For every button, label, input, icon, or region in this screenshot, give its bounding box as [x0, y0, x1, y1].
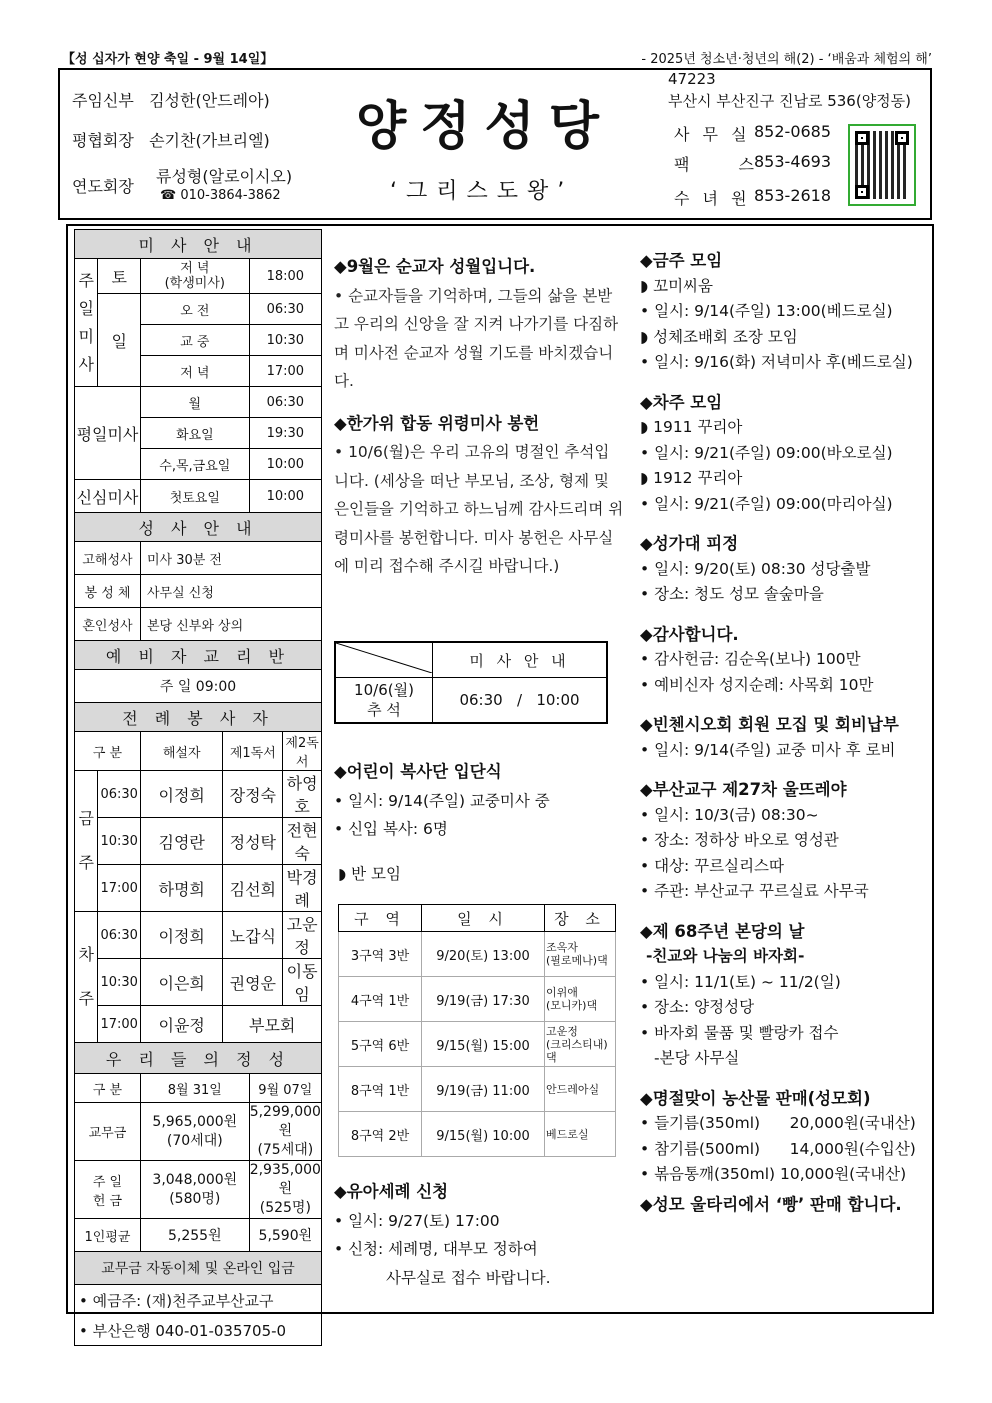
postcode: 47223 — [668, 70, 716, 88]
offering-value: 5,965,000원 (70세대) — [140, 1103, 249, 1161]
spacer — [640, 1072, 930, 1086]
thanks-item: • 감사헌금: 김순옥(보나) 100만 — [640, 650, 861, 668]
offering-key: 주 일 헌 금 — [75, 1161, 141, 1219]
sunday-mass-label: 주 일 미 사 — [75, 259, 98, 387]
servers-header: 구 분 — [75, 732, 141, 771]
catechumen-title: 예 비 자 교 리 반 — [75, 641, 322, 670]
server-name: 부모회 — [223, 1006, 322, 1043]
offering-key: 교무금 — [75, 1103, 141, 1161]
server-name: 노갑식 — [223, 912, 283, 959]
server-time: 06:30 — [98, 912, 141, 959]
servers-header: 제2독서 — [283, 732, 322, 771]
parish-day-item: • 바자회 물품 및 빨랑카 접수 — [640, 1023, 839, 1042]
sacrament-title: 성 사 안 내 — [75, 513, 322, 542]
sacrament-key: 고해성사 — [75, 542, 141, 575]
server-time: 10:30 — [98, 818, 141, 865]
council — [72, 128, 270, 151]
saturday-label: 토 — [98, 259, 141, 294]
parish-subtitle: ‘그리스도왕’ — [390, 179, 574, 204]
baptism-section — [334, 1178, 624, 1292]
council-name: 손기찬(가브리엘) — [149, 131, 270, 150]
devotion-time: 10:00 — [249, 480, 321, 513]
offering-header: 8월 31일 — [140, 1074, 249, 1103]
ultreya-item: • 장소: 정하상 바오로 영성관 — [640, 831, 839, 849]
offering-title: 우 리 들 의 정 성 — [75, 1043, 322, 1074]
sacrament-value: 미사 30분 전 — [140, 542, 321, 575]
altar-heading: ◆어린이 복사단 입단식 — [334, 762, 502, 781]
weekday-time: 06:30 — [249, 387, 321, 418]
mass-row-time: 10:30 — [249, 325, 321, 356]
offering-header: 구 분 — [75, 1074, 141, 1103]
council-label: 평협회장 — [72, 131, 134, 150]
spacer — [640, 698, 930, 712]
next-week-heading: ◆차주 모임 — [640, 392, 723, 412]
chuseok-date-cell — [335, 678, 433, 724]
offering-value: 5,255원 — [140, 1219, 249, 1252]
altar-count: • 신입 복사: 6명 — [334, 820, 448, 838]
top-bar — [62, 48, 932, 68]
sale-item: • 들기름(350ml) 20,000원(국내산) — [640, 1114, 916, 1132]
baptism-date: • 일시: 9/27(토) 17:00 — [334, 1211, 500, 1230]
group-zone: 4구역 1반 — [339, 977, 422, 1022]
next-week-item: ◗ 1912 꾸리아 — [640, 469, 743, 487]
parish-day-heading: ◆제 68주년 본당의 날 — [640, 921, 805, 941]
chuseok-header: 미 사 안 내 — [433, 642, 608, 678]
diagonal-line — [336, 643, 432, 673]
convent-phone: 853-2618 — [754, 186, 832, 205]
server-name: 하명희 — [140, 865, 222, 912]
offering-value: 3,048,000원 (580명) — [140, 1161, 249, 1219]
office-label: 사 무 실 — [674, 125, 751, 144]
martyr-heading: ◆9월은 순교자 성월입니다. — [334, 257, 536, 276]
group-time: 9/15(월) 15:00 — [422, 1022, 545, 1067]
fax-phone: 853-4693 — [754, 152, 832, 171]
group-zone: 8구역 1반 — [339, 1067, 422, 1112]
diagonal-cell — [335, 642, 433, 678]
feast-label: 【성 십자가 현양 축일 - 9월 14일】 — [62, 52, 274, 67]
server-name: 전현숙 — [283, 818, 322, 865]
sunday-label: 일 — [98, 294, 141, 387]
baptism-heading: ◆유아세례 신청 — [334, 1182, 449, 1201]
league-name: 류성형(알로이시오) — [156, 167, 293, 186]
address: 부산시 부산진구 진남로 536(양정동) — [668, 92, 912, 110]
this-week-label: 금 주 — [75, 771, 98, 912]
parish-day-item: • 일시: 11/1(토) ~ 11/2(일) — [640, 972, 841, 991]
mass-row-time: 17:00 — [249, 356, 321, 387]
sacrament-key: 봉 성 체 — [75, 575, 141, 608]
server-name: 하영호 — [283, 771, 322, 818]
weekday-name: 화요일 — [140, 418, 249, 449]
announcements-column-3 — [640, 248, 930, 1217]
spacer — [640, 608, 930, 622]
group-time: 9/15(월) 10:00 — [422, 1112, 545, 1157]
weekday-time: 10:00 — [249, 449, 321, 480]
server-name: 장정숙 — [223, 771, 283, 818]
server-time: 06:30 — [98, 771, 141, 818]
chuseok-date: 10/6(월) — [354, 681, 414, 699]
sale-heading: ◆명절맞이 농산물 판매(성모회) — [640, 1088, 871, 1108]
group-heading: ◗ 반 모임 — [338, 865, 401, 883]
spacer — [334, 396, 624, 410]
server-name: 정성탁 — [223, 818, 283, 865]
transfer-title: 교무금 자동이체 및 온라인 입금 — [75, 1252, 322, 1285]
sale-item: • 참기름(500ml) 14,000원(수입산) — [640, 1139, 916, 1158]
weekday-name: 월 — [140, 387, 249, 418]
offering-header: 9월 07일 — [249, 1074, 321, 1103]
ultreya-item: • 대상: 꾸르실리스따 — [640, 856, 785, 875]
parish-title: 양정성당 — [356, 97, 613, 157]
pastor-label: 주임신부 — [72, 91, 134, 110]
offering-key: 1인평균 — [75, 1219, 141, 1252]
weekday-mass-label: 평일미사 — [75, 387, 141, 480]
memorial-heading: ◆한가위 합동 위령미사 봉헌 — [334, 413, 540, 433]
altar-date: • 일시: 9/14(주일) 교중미사 중 — [334, 791, 550, 810]
group-place: 이위애 (모니카)댁 — [545, 977, 616, 1022]
pastor — [72, 88, 270, 111]
parish-day-subtitle: -친교와 나눔의 바자회- — [646, 947, 805, 965]
baptism-apply: • 신청: 세례명, 대부모 정하여 — [334, 1240, 538, 1258]
group-zone: 5구역 6반 — [339, 1022, 422, 1067]
sacrament-key: 혼인성사 — [75, 608, 141, 641]
chuseok-times: 06:30 / 10:00 — [433, 678, 608, 724]
offering-value: 5,299,000원 (75세대) — [249, 1103, 321, 1161]
choir-heading: ◆성가대 피정 — [640, 534, 739, 553]
baptism-apply-cont: 사무실로 접수 바랍니다. — [386, 1268, 551, 1287]
ultreya-item: • 일시: 10/3(금) 08:30~ — [640, 805, 819, 824]
spacer — [640, 517, 930, 531]
server-name: 김선희 — [223, 865, 283, 912]
servers-header: 제1독서 — [223, 732, 283, 771]
choir-item: • 장소: 청도 성모 솔숲마을 — [640, 585, 824, 603]
vincent-item: • 일시: 9/14(주일) 교중 미사 후 로비 — [640, 740, 896, 759]
fax-label: 팩 스 — [674, 155, 776, 174]
devotion-mass-label: 신심미사 — [75, 480, 141, 513]
league-phone: ☎ 010-3864-3862 — [160, 188, 281, 203]
vincent-heading: ◆빈첸시오회 회원 모집 및 회비납부 — [640, 715, 899, 734]
group-place: 베드로실 — [545, 1112, 616, 1157]
mass-row-time: 18:00 — [249, 259, 321, 294]
group-time: 9/20(토) 13:00 — [422, 932, 545, 977]
bread-heading: ◆성모 울타리에서 ‘빵’ 판매 합니다. — [640, 1194, 902, 1214]
altar-section — [334, 758, 624, 844]
group-header: 구 역 — [339, 905, 422, 932]
account-bank: • 부산은행 040-01-035705-0 — [75, 1315, 322, 1346]
sacrament-value: 본당 신부와 상의 — [140, 608, 321, 641]
catechumen-time: 주 일 09:00 — [75, 670, 322, 703]
announcements-column-2 — [334, 253, 624, 581]
server-name: 이정희 — [140, 912, 222, 959]
pastor-name: 김성한(안드레아) — [149, 91, 270, 110]
next-week-label: 차 주 — [75, 912, 98, 1043]
server-time: 10:30 — [98, 959, 141, 1006]
qr-code[interactable] — [848, 124, 916, 206]
ultreya-heading: ◆부산교구 제27차 울뜨레야 — [640, 780, 847, 799]
devotion-name: 첫토요일 — [140, 480, 249, 513]
ultreya-item: • 주관: 부산교구 꾸르실료 사무국 — [640, 882, 869, 900]
this-week-heading: ◆금주 모임 — [640, 251, 723, 270]
spacer — [640, 905, 930, 919]
this-week-item: ◗ 꼬미씨움 — [640, 276, 713, 295]
this-week-item: • 일시: 9/14(주일) 13:00(베드로실) — [640, 302, 893, 320]
this-week-item: ◗ 성체조배회 조장 모임 — [640, 327, 798, 346]
next-week-item: • 일시: 9/21(주일) 09:00(마리아실) — [640, 494, 893, 513]
thanks-item: • 예비신자 성지순례: 사목회 10만 — [640, 675, 874, 694]
qr-finder — [855, 131, 869, 145]
group-time: 9/19(금) 11:00 — [422, 1067, 545, 1112]
office-phone: 852-0685 — [754, 122, 832, 141]
left-info-table — [74, 229, 322, 1346]
group-zone: 3구역 3반 — [339, 932, 422, 977]
parish-day-item: • 장소: 양정성당 — [640, 998, 755, 1016]
spacer — [640, 376, 930, 390]
server-name: 박경례 — [283, 865, 322, 912]
header — [58, 68, 932, 220]
next-week-item: ◗ 1911 꾸리아 — [640, 418, 743, 436]
offering-value: 2,935,000원 (525명) — [249, 1161, 321, 1219]
mass-row-name: 저 녁 — [140, 356, 249, 387]
weekday-time: 19:30 — [249, 418, 321, 449]
server-name: 이은희 — [140, 959, 222, 1006]
thanks-heading: ◆감사합니다. — [640, 624, 739, 644]
mass-row-time: 06:30 — [249, 294, 321, 325]
choir-item: • 일시: 9/20(토) 08:30 성당출발 — [640, 559, 871, 578]
group-meeting-table — [338, 904, 616, 1157]
group-header: 일 시 — [422, 905, 545, 932]
weekday-name: 수,목,금요일 — [140, 449, 249, 480]
server-name: 고운정 — [283, 912, 322, 959]
year-theme: - 2025년 청소년·청년의 해(2) - ‘배움과 체험의 해’ — [641, 52, 932, 67]
server-time: 17:00 — [98, 865, 141, 912]
sale-item: • 볶음통깨(350ml) 10,000원(국내산) — [640, 1165, 907, 1183]
martyr-body: • 순교자들을 기억하며, 그들의 삶을 본받고 우리의 신앙을 잘 지켜 나가기를 다짐하며 미사전 순교자 성월 기도를 바치겠습니다. — [334, 286, 619, 390]
group-header: 장 소 — [545, 905, 616, 932]
mass-row-name: 오 전 — [140, 294, 249, 325]
chuseok-name: 추 석 — [367, 701, 401, 719]
next-week-item: • 일시: 9/21(주일) 09:00(바오로실) — [640, 443, 893, 462]
server-name: 김영란 — [140, 818, 222, 865]
convent-label: 수 녀 원 — [674, 189, 751, 208]
sacrament-value: 사무실 신청 — [140, 575, 321, 608]
parish-day-item: -본당 사무실 — [654, 1049, 740, 1067]
memorial-body: • 10/6(월)은 우리 고유의 명절인 추석입니다. (세상을 떠난 부모님, 조상, 형제 및 은인들을 기억하고 하느님께 감사드리며 위령미사를 봉헌합니다. 미사 봉헌은 사무실에 미리 접수해 주시길 바랍니다.) — [334, 443, 624, 575]
server-name: 권영운 — [223, 959, 283, 1006]
mass-row-name: 교 중 — [140, 325, 249, 356]
server-name: 이동임 — [283, 959, 322, 1006]
group-time: 9/19(금) 17:30 — [422, 977, 545, 1022]
account-holder: • 예금주: (재)천주교부산교구 — [75, 1285, 322, 1316]
chuseok-mass-table — [334, 641, 608, 724]
group-place: 안드레아실 — [545, 1067, 616, 1112]
spacer — [640, 763, 930, 777]
servers-title: 전 례 봉 사 자 — [75, 703, 322, 732]
mass-title: 미 사 안 내 — [75, 230, 322, 259]
group-place: 조옥자 (필로메나)댁 — [545, 932, 616, 977]
qr-finder — [895, 131, 909, 145]
group-place: 고운정 (크리스티내)댁 — [545, 1022, 616, 1067]
mass-row-name: 저 녁 (학생미사) — [140, 259, 249, 294]
qr-finder — [855, 185, 869, 199]
server-time: 17:00 — [98, 1006, 141, 1043]
this-week-item: • 일시: 9/16(화) 저녁미사 후(베드로실) — [640, 353, 913, 371]
server-name: 이정희 — [140, 771, 222, 818]
server-name: 이윤정 — [140, 1006, 222, 1043]
offering-value: 5,590원 — [249, 1219, 321, 1252]
league-label: 연도회장 — [72, 177, 134, 196]
group-zone: 8구역 2반 — [339, 1112, 422, 1157]
servers-header: 해설자 — [140, 732, 222, 771]
